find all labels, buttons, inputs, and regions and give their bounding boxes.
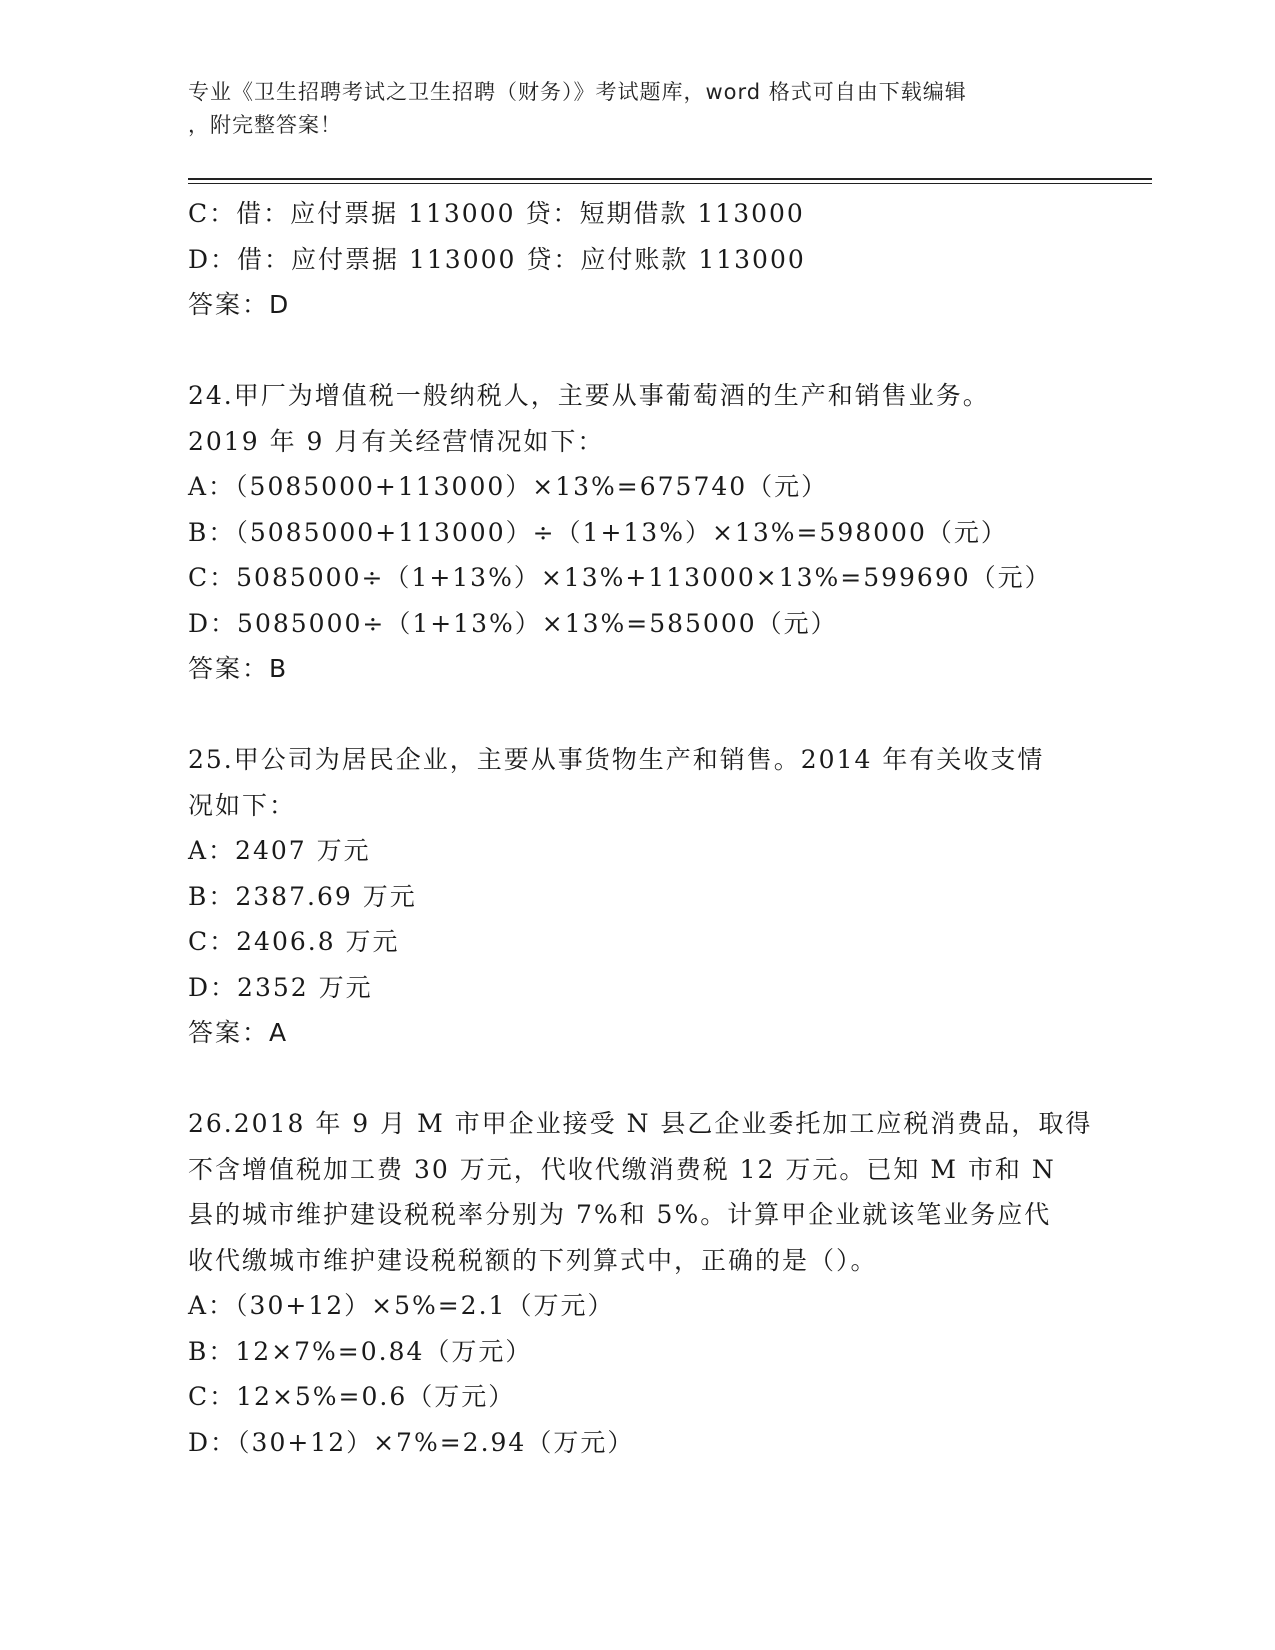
option-b: B：2387.69 万元 — [188, 881, 417, 911]
question-text-line: 收代缴城市维护建设税税额的下列算式中，正确的是（）。 — [188, 1245, 878, 1275]
option-d: D：2352 万元 — [188, 972, 373, 1002]
document-header — [188, 76, 1088, 142]
question-content — [188, 191, 1093, 1465]
question-text-line: 24.甲厂为增值税一般纳税人，主要从事葡萄酒的生产和销售业务。 — [188, 381, 990, 410]
option-d: D：（30+12）×7%=2.94（万元） — [188, 1427, 635, 1457]
question-text-line: 25.甲公司为居民企业，主要从事货物生产和销售。2014 年有关收支情 — [188, 745, 1045, 774]
option-a: A：2407 万元 — [188, 836, 371, 865]
option-c: C：2406.8 万元 — [188, 927, 400, 956]
question-24 — [188, 373, 1088, 692]
header-rule-thick — [188, 178, 1152, 180]
header-subtitle: ，附完整答案！ — [188, 113, 342, 137]
option-a: A：（30+12）×5%=2.1（万元） — [188, 1291, 615, 1320]
question-text-line: 2019 年 9 月有关经营情况如下： — [188, 426, 605, 456]
question-text-line: 况如下： — [188, 790, 297, 820]
option-d: D：5085000÷（1+13%）×13%=585000（元） — [188, 608, 838, 638]
question-26 — [188, 1101, 1093, 1465]
question-25 — [188, 737, 1088, 1056]
spacer — [188, 1056, 1088, 1102]
answer-line: 答案：A — [188, 1018, 289, 1047]
option-d: D：借：应付票据 113000 贷：应付账款 113000 — [188, 244, 806, 274]
answer-line: 答案：D — [188, 290, 291, 319]
option-c: C：5085000÷（1+13%）×13%+113000×13%=599690（元） — [188, 563, 1052, 592]
header-rule-thin — [188, 183, 1152, 184]
question-text-line: 不含增值税加工费 30 万元，代收代缴消费税 12 万元。已知 M 市和 N — [188, 1154, 1056, 1184]
option-b: B：12×7%=0.84（万元） — [188, 1336, 533, 1366]
question-text-line: 26.2018 年 9 月 M 市甲企业接受 N 县乙企业委托加工应税消费品，取得 — [188, 1109, 1093, 1138]
answer-line: 答案：B — [188, 654, 289, 683]
option-b: B：（5085000+113000）÷（1+13%）×13%=598000（元） — [188, 517, 1008, 547]
option-c: C：12×5%=0.6（万元） — [188, 1382, 516, 1411]
header-title: 专业《卫生招聘考试之卫生招聘（财务）》考试题库，word 格式可自由下载编辑 — [188, 80, 967, 104]
question-text-line: 县的城市维护建设税税率分别为 7%和 5%。计算甲企业就该笔业务应代 — [188, 1200, 1052, 1229]
option-a: A：（5085000+113000）×13%=675740（元） — [188, 472, 829, 501]
spacer — [188, 692, 1088, 738]
option-c: C：借：应付票据 113000 贷：短期借款 113000 — [188, 199, 805, 228]
spacer — [188, 328, 1088, 374]
